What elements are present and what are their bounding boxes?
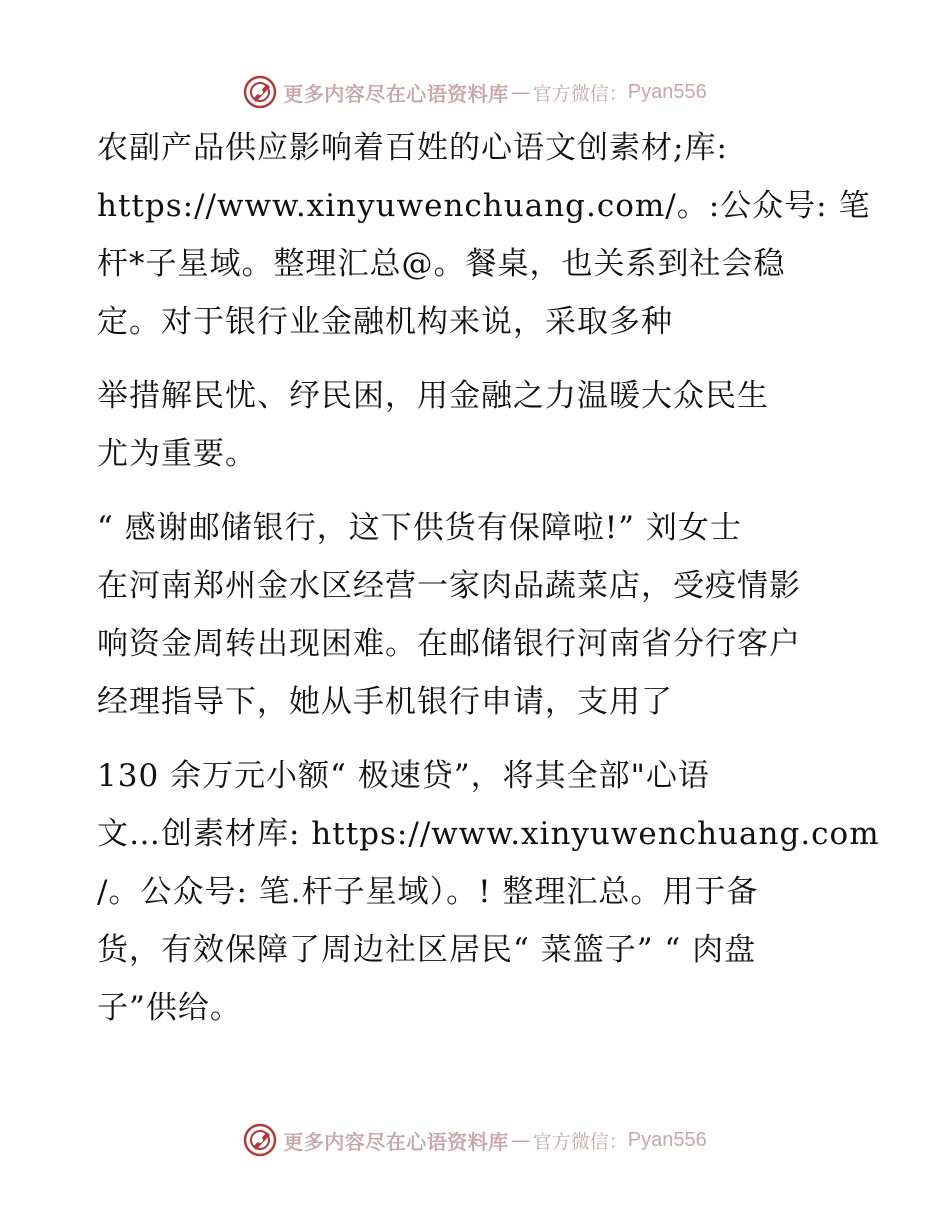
body-line: 定。对于银行业金融机构来说，采取多种 (97, 304, 673, 340)
header-separator: — (510, 80, 531, 104)
header-brand-text: 更多内容尽在心语资料库 (283, 81, 509, 106)
body-line: 举措解民忧、纾民困，用金融之力温暖大众民生 (97, 378, 769, 414)
body-line: 文…创素材库: https://www.xinyuwenchuang.com (97, 816, 880, 852)
body-line: 在河南郑州金水区经营一家肉品蔬菜店，受疫情影 (97, 568, 801, 604)
footer-label: 官方微信： (532, 1130, 628, 1153)
header-code: Pyan556 (627, 80, 707, 103)
body-line: “ 感谢邮储银行，这下供货有保障啦!” 刘女士 (97, 510, 742, 546)
header-banner (0, 70, 950, 114)
body-line: 杆*子星域。整理汇总@。餐桌，也关系到社会稳 (97, 246, 786, 282)
body-line: 农副产品供应影响着百姓的心语文创素材;库: (97, 130, 728, 166)
body-line: 尤为重要。 (97, 436, 257, 472)
footer-code: Pyan556 (627, 1128, 707, 1151)
logo-icon (243, 1123, 277, 1157)
logo-icon (243, 75, 277, 109)
body-line: 货，有效保障了周边社区居民“ 菜篮子” “ 肉盘 (97, 932, 757, 968)
body-line: https://www.xinyuwenchuang.com/。:公众号: 笔 (97, 188, 871, 224)
body-line: 130 余万元小额“ 极速贷”，将其全部"心语 (97, 758, 710, 794)
footer-brand-text: 更多内容尽在心语资料库 (283, 1129, 509, 1154)
footer-banner (0, 1118, 950, 1162)
header-label: 官方微信： (532, 82, 628, 105)
body-line: /。公众号: 笔.杆子星域）。! 整理汇总。用于备 (97, 874, 759, 910)
body-line: 子”供给。 (97, 990, 242, 1026)
body-line: 经理指导下，她从手机银行申请，支用了 (97, 684, 673, 720)
footer-separator: — (510, 1128, 531, 1152)
body-line: 响资金周转出现困难。在邮储银行河南省分行客户 (97, 626, 801, 662)
